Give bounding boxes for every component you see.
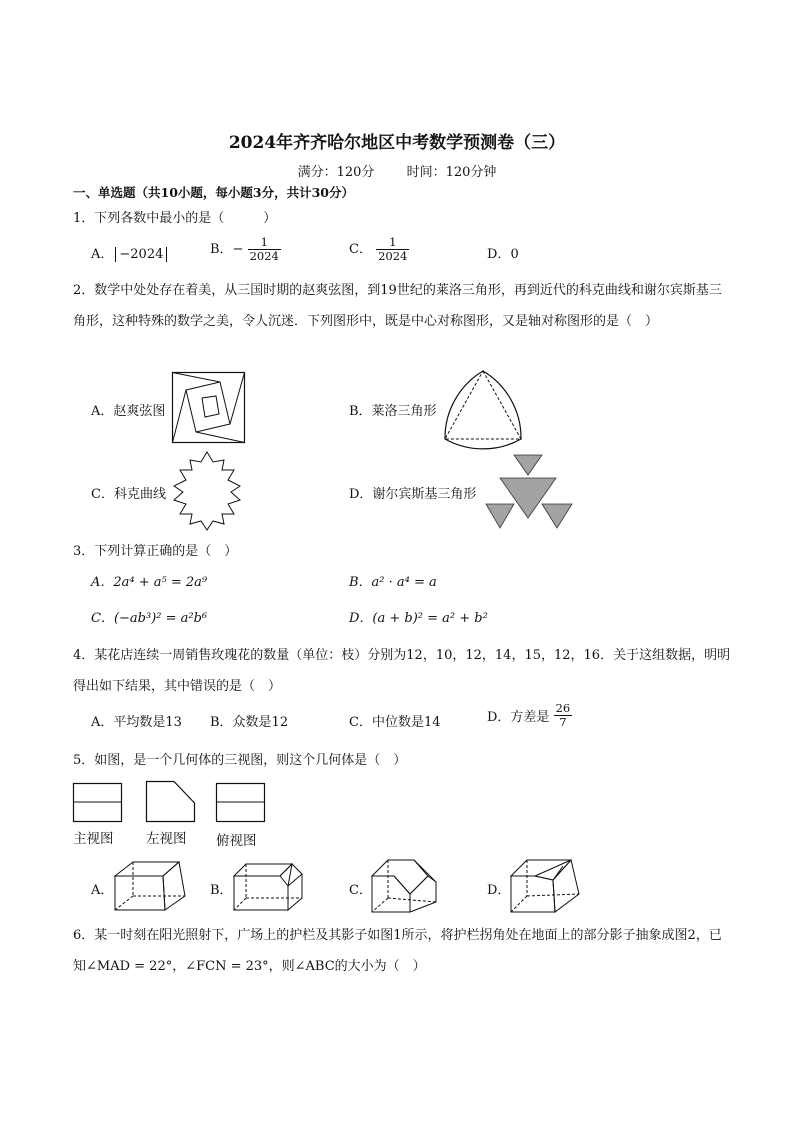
- top-view-label: 俯视图: [216, 833, 257, 849]
- q1-stem: 1．下列各数中最小的是（ ）: [73, 211, 277, 226]
- q6-stem: 6．某一时刻在阳光照射下，广场上的护栏及其影子如图1所示，将护栏拐角处在地面上的部分影子抽象成图2，已知∠MAD = 22°，∠FCN = 23°，则∠ABC的大小为（ ）: [73, 928, 722, 974]
- exam-subtitle: [0, 161, 794, 180]
- time-limit: 时间：120分钟: [406, 165, 497, 180]
- q3-option-d: D．(a + b)² = a² + b²: [349, 611, 488, 626]
- abs-value: −2024: [115, 247, 167, 262]
- side-view: [146, 781, 196, 823]
- q2-option-a: A．赵爽弦图: [91, 404, 166, 419]
- q3-stem: 3．下列计算正确的是（ ）: [73, 544, 238, 559]
- q5-option-a: A．: [91, 883, 114, 898]
- q2-option-c: C．科克曲线: [91, 487, 166, 502]
- q4-option-b: B．众数是12: [210, 715, 289, 730]
- solid-d-figure: [509, 856, 583, 914]
- koch-curve-figure: [168, 450, 246, 532]
- q1-option-c: C． $\frac{1}{2024}$: [349, 235, 408, 264]
- section-heading: 一、单选题（共10小题，每小题3分，共计30分）: [73, 185, 354, 200]
- q5-stem: 5．如图，是一个几何体的三视图，则这个几何体是（ ）: [73, 753, 407, 768]
- q5-option-d: D．: [487, 883, 511, 898]
- q2-option-b: B．莱洛三角形: [349, 404, 437, 419]
- sierpinski-figure: [485, 454, 575, 530]
- q5-option-b: B．: [210, 883, 233, 898]
- solid-a-figure: [113, 860, 187, 912]
- full-score: 满分：120分: [297, 165, 375, 180]
- side-view-label: 左视图: [146, 831, 187, 847]
- q4-stem: 4．某花店连续一周销售玫瑰花的数量（单位：枝）分别为12，10，12，14，15，12，16．关于这组数据，明明得出如下结果，其中错误的是（ ）: [73, 648, 731, 694]
- q3-option-c: C．(−ab³)² = a²b⁶: [91, 611, 208, 626]
- q1-option-a: A． −2024: [91, 243, 167, 262]
- q4-option-c: C．中位数是14: [349, 715, 441, 730]
- q2-stem: 2．数学中处处存在着美，从三国时期的赵爽弦图，到19世纪的莱洛三角形，再到近代的科克曲线和谢尔宾斯基三角形，这种特殊的数学之美，令人沉迷．下列图形中，既是中心对称图形，又是轴对称图形的是（ ）: [73, 283, 722, 329]
- exam-title: 2024年齐齐哈尔地区中考数学预测卷（三）: [228, 133, 566, 153]
- solid-b-figure: [232, 860, 306, 912]
- front-view: [73, 783, 123, 823]
- reuleaux-figure: [442, 369, 524, 443]
- solid-c-figure: [370, 856, 442, 914]
- q3-option-a: A．2a⁴ + a⁵ = 2a⁹: [91, 575, 208, 590]
- front-view-label: 主视图: [73, 831, 114, 847]
- q1-option-b: B．− $\frac{1}{2024}$: [210, 235, 279, 264]
- q4-option-a: A．平均数是13: [91, 715, 182, 730]
- q3-option-b: B．a² · a⁴ = a: [349, 575, 437, 590]
- q4-option-d: D．方差是 $\frac{26}{7}$: [487, 701, 571, 730]
- top-view: [216, 783, 266, 823]
- zhaoshuang-figure: [172, 372, 246, 444]
- q5-option-c: C．: [349, 883, 372, 898]
- q2-option-d: D．谢尔宾斯基三角形: [349, 487, 477, 502]
- q1-option-d: D．0: [487, 247, 519, 262]
